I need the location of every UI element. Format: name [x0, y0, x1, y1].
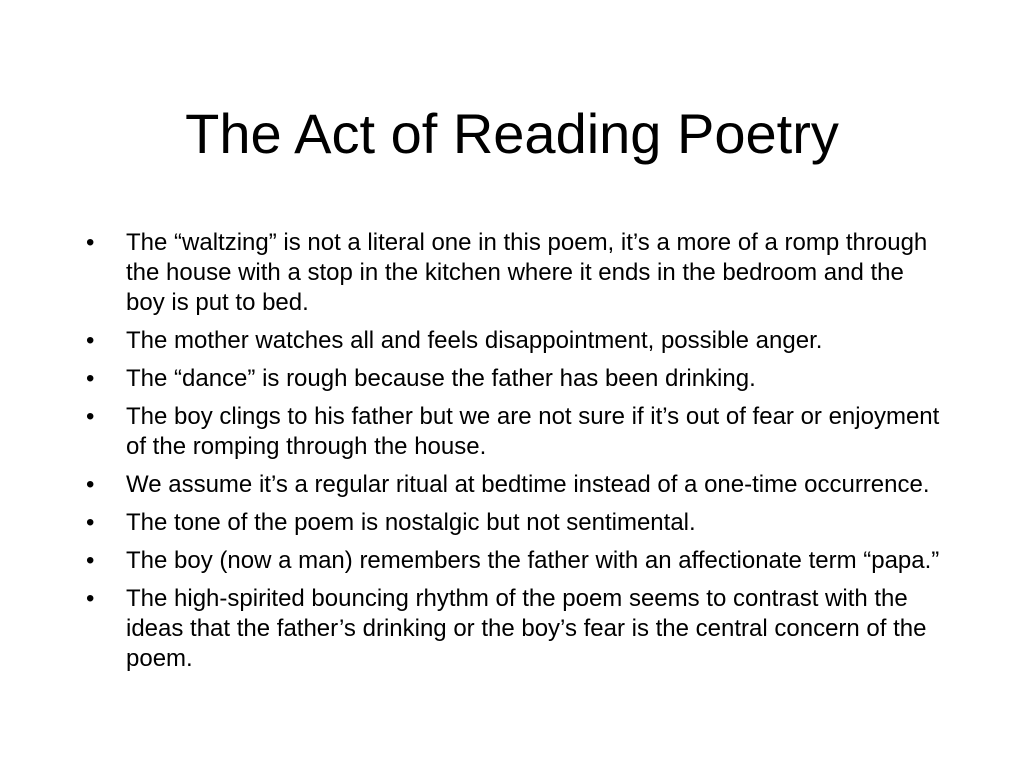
bullet-icon: •	[86, 585, 95, 612]
bullet-text: The tone of the poem is nostalgic but not sentimental.	[126, 509, 696, 536]
bullet-item	[86, 470, 946, 500]
bullet-item	[86, 364, 946, 394]
bullet-icon: •	[86, 365, 95, 392]
bullet-icon: •	[86, 471, 95, 498]
bullet-list	[86, 228, 946, 682]
bullet-item	[86, 326, 946, 356]
bullet-item	[86, 546, 946, 576]
bullet-text: We assume it’s a regular ritual at bedtime instead of a one-time occurrence.	[126, 471, 930, 498]
bullet-icon: •	[86, 403, 95, 430]
bullet-item	[86, 508, 946, 538]
bullet-item	[86, 402, 946, 462]
bullet-text: The high-spirited bouncing rhythm of the poem seems to contrast with the ideas that the father’s drinking or the boy’s fear is the central concern of the poem.	[126, 585, 927, 672]
bullet-text: The mother watches all and feels disappointment, possible anger.	[126, 327, 823, 354]
bullet-text: The “waltzing” is not a literal one in this poem, it’s a more of a romp through the house with a stop in the kitchen where it ends in the bedroom and the boy is put to bed.	[126, 229, 928, 316]
bullet-text: The “dance” is rough because the father has been drinking.	[126, 365, 756, 392]
bullet-icon: •	[86, 547, 95, 574]
bullet-item	[86, 228, 946, 318]
slide-title: The Act of Reading Poetry	[185, 102, 839, 165]
bullet-item	[86, 584, 946, 674]
bullet-icon: •	[86, 327, 95, 354]
bullet-icon: •	[86, 229, 95, 256]
bullet-icon: •	[86, 509, 95, 536]
bullet-text: The boy clings to his father but we are not sure if it’s out of fear or enjoyment of the romping through the house.	[126, 403, 940, 460]
bullet-text: The boy (now a man) remembers the father with an affectionate term “papa.”	[126, 547, 940, 574]
